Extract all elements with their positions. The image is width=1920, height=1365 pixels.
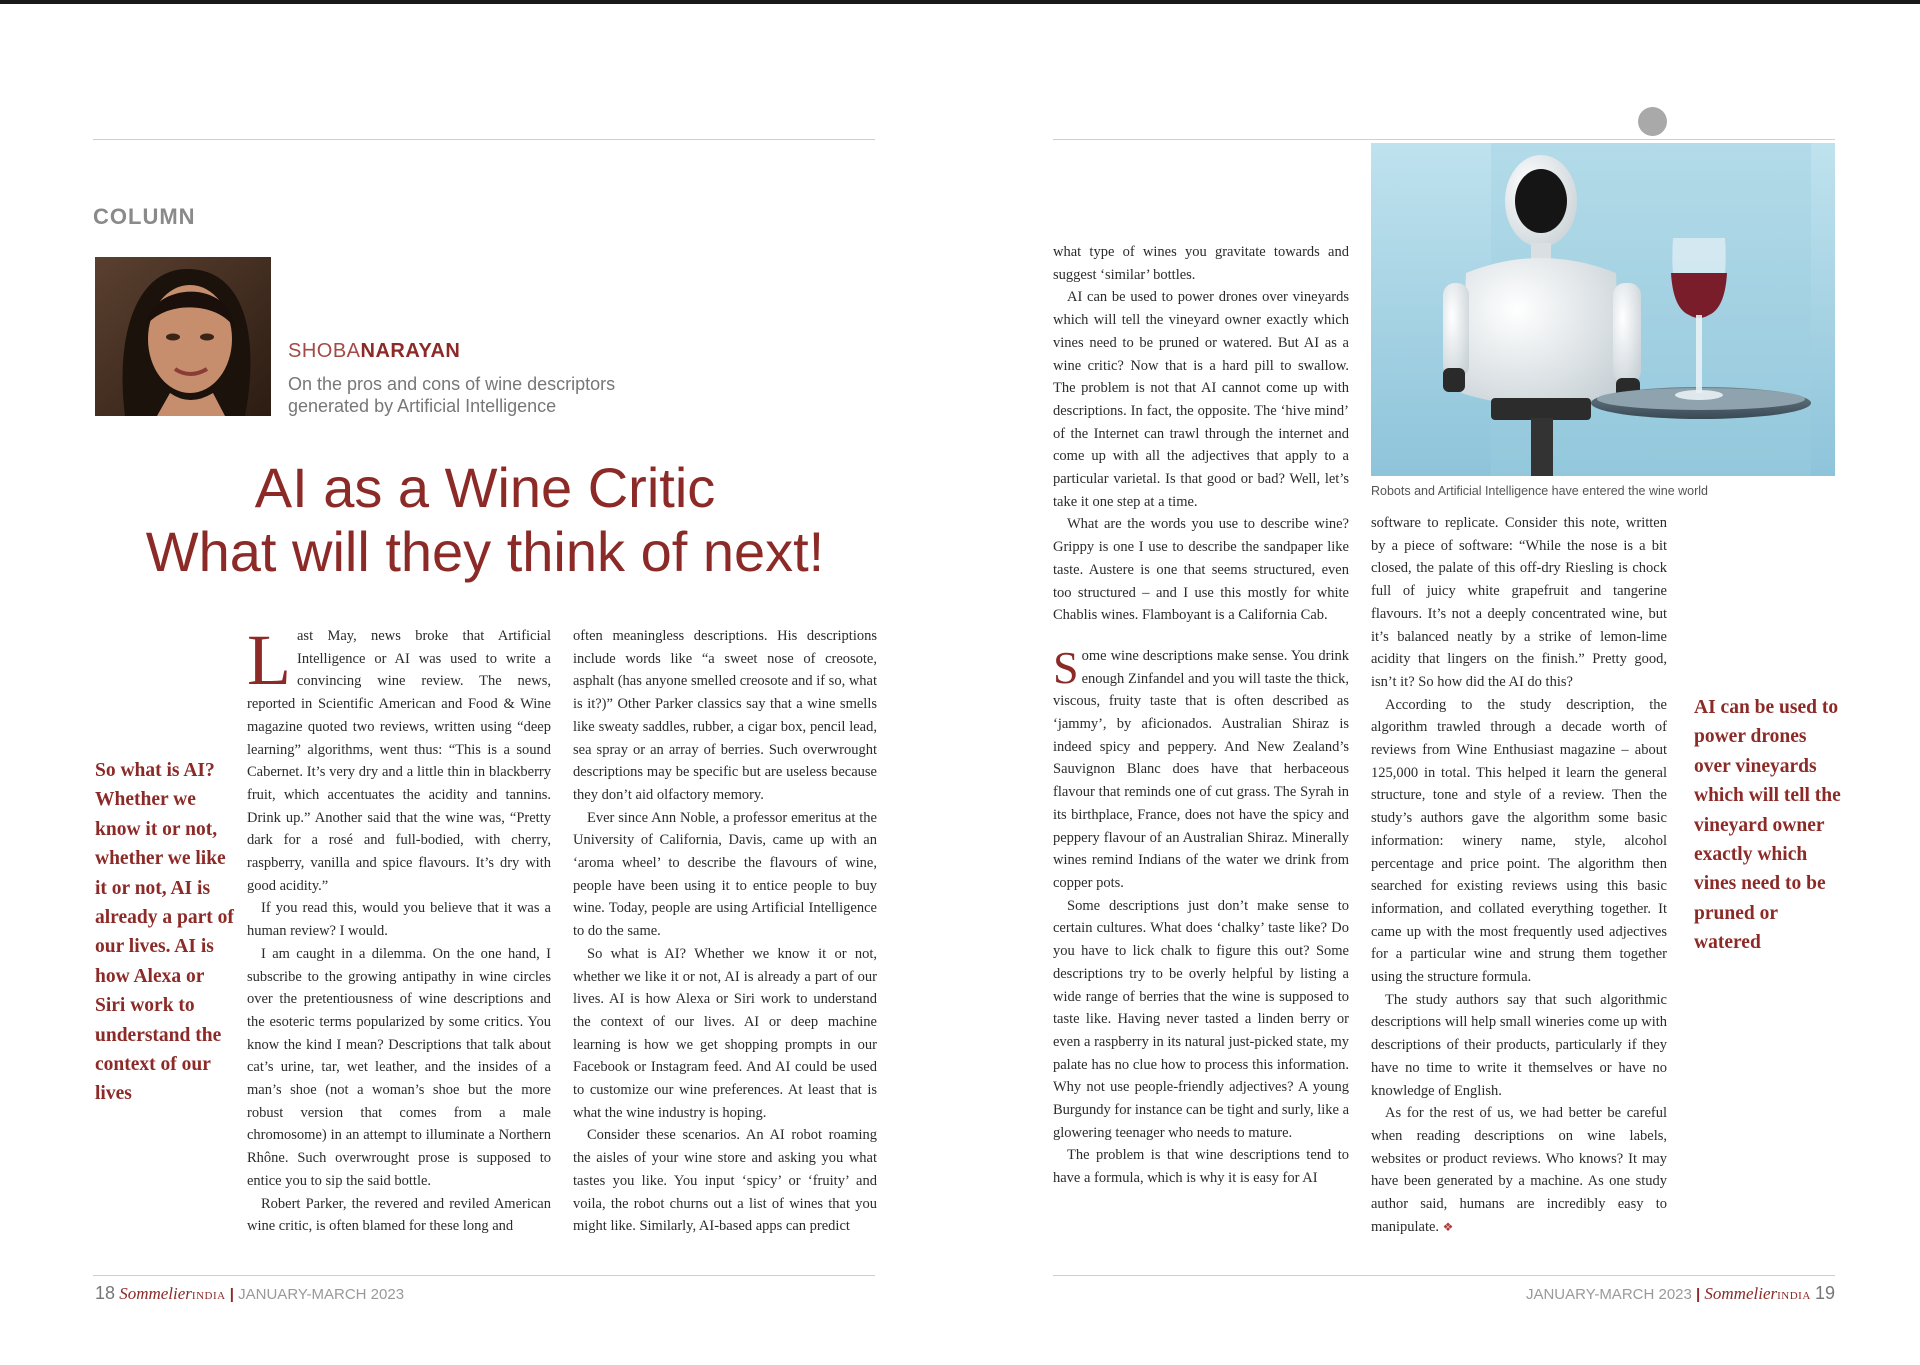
body-paragraph: Consider these scenarios. An AI robot roaming the aisles of your wine store and asking you what tastes you like. You input ‘spicy’ or ‘fruity’ and voila, the robot churns out a list of wines that you might like. Similarly, AI-based apps can predict — [573, 1127, 877, 1235]
body-paragraph: So what is AI? Whether we know it or not, whether we like it or not, AI is already a part of our lives. AI is how Alexa or Siri work to understand the context of our lives. AI or deep machine learning is how we get shopping prompts in our Facebook or Instagram feed. And AI could be used to customize our wine preferences. At least that is what the wine industry is hoping. — [573, 945, 877, 1121]
body-column-4 — [1371, 512, 1667, 1239]
body-paragraph: What are the words you use to describe wine? Grippy is one I use to describe the sandpaper like taste. Austere is one that seems structured, even too structured – and I use this mostly for white Chablis wines. Flamboyant is a California Cab. — [1053, 516, 1349, 624]
author-portrait — [95, 257, 271, 416]
author-last-name: NARAYAN — [360, 340, 461, 362]
body-column-3 — [1053, 241, 1349, 1190]
magazine-edition: INDIA — [191, 1290, 226, 1302]
section-label: COLUMN — [93, 204, 196, 229]
author-name — [288, 340, 460, 363]
magazine-name: Sommelier — [119, 1284, 192, 1303]
body-paragraph: what type of wines you gravitate towards and suggest ‘similar’ bottles. — [1053, 244, 1349, 283]
footer-left — [95, 1283, 404, 1304]
magazine-edition: INDIA — [1777, 1290, 1811, 1302]
body-paragraph: Robert Parker, the revered and reviled American wine critic, is often blamed for these long and — [247, 1195, 551, 1235]
body-paragraph: Some descriptions just don’t make sense to certain cultures. What does ‘chalky’ taste like? Do you have to lick chalk to figure this out? Some descriptions try to be overly helpful by listing a wide range of berries that the wine is supposed to taste like. Having never tasted a linden berry or even a raspberry in its natural just-picked state, my palate has no clue how to process this information. Why not use people-friendly adjectives? A young Burgundy for instance can be tight and surly, like a glowering teenager who needs to mature. — [1053, 897, 1349, 1141]
body-paragraph: Last May, news broke that Artificial Intelligence or AI was used to write a convincing wine review. The news, reported in Scientific American and Food & Wine magazine quoted two reviews, written using “deep learning” algorithms, went thus: “This is a sound Cabernet. It’s very dry and a little thin in blackberry fruit, which accentuates the acidity and tannins. Drink up.” Another said that the wine was, “Pretty dark for a rosé and full-bodied, with cherry, raspberry, vanilla and spice flavours. It’s dry with good acidity.” — [247, 620, 551, 894]
body-paragraph: The study authors say that such algorithmic descriptions will help small wineries come up with descriptions of their products, particularly if they have no time to write it themselves or have no knowledge of English. — [1371, 991, 1667, 1099]
footer-right — [1526, 1283, 1835, 1304]
headline-line-2: What will they think of next! — [145, 520, 825, 583]
page-marker-dot — [1638, 107, 1667, 136]
body-paragraph: According to the study description, the algorithm trawled through a decade worth of reviews from Wine Enthusiast magazine – about 125,000 in total. This helped it learn the general structure, tone and style of a review. Then the study’s authors gave the algorithm some basic information: winery name, style, alcohol percentage and price point. The algorithm then searched for existing reviews using this basic information, and collated everything together. It came up with the most frequently used adjectives for a particular wine and strung them together using the structure formula. — [1371, 696, 1667, 986]
drop-cap: L — [247, 620, 291, 700]
footer-separator: | — [229, 1286, 234, 1303]
body-paragraph: software to replicate. Consider this note, written by a piece of software: “While the nose is a bit closed, the palate of this off-dry Riesling is chock full of juicy white grapefruit and tangerine flavours. It’s not a deeply concentrated wine, but it’s balanced neatly by a strike of lemon-lime acidity that lingers on the finish.” Pretty good, isn’t it? So how did the AI do this? — [1371, 515, 1667, 690]
magazine-name: Sommelier — [1704, 1284, 1778, 1303]
body-paragraph: The problem is that wine descriptions tend to have a formula, which is why it is easy for AI — [1053, 1147, 1349, 1187]
page-number: 19 — [1814, 1283, 1835, 1303]
article-dek: On the pros and cons of wine descriptors generated by Artificial Intelligence — [288, 374, 616, 416]
end-mark-icon: ❖ — [1442, 1219, 1454, 1234]
footer-separator: | — [1696, 1286, 1701, 1303]
issue-date: JANUARY-MARCH 2023 — [1525, 1286, 1692, 1303]
header-rule-right — [1053, 139, 1835, 140]
body-column-2 — [573, 625, 877, 1238]
robot-waiter-photo — [1371, 143, 1835, 476]
headline-line-1: AI as a Wine Critic — [254, 456, 716, 519]
footer-rule-right — [1053, 1275, 1835, 1276]
pull-quote-left: So what is AI? Whether we know it or not, whether we like it or not, AI is already a part of our lives. AI is how Alexa or Siri work to understand the context of our lives — [95, 760, 234, 1105]
body-paragraph: AI can be used to power drones over vineyards which will tell the vineyard owner exactly which vines need to be pruned or watered. But AI as a wine critic? Now that is a hard pill to swallow. The problem is not that AI cannot come up with descriptions. In fact, the opposite. The ‘hive mind’ of the Internet can trawl through the internet and come up with all the adjectives that apply to a particular varietal. Is that good or bad? Well, let’s take it one step at a time. — [1053, 289, 1349, 510]
page-number: 18 — [95, 1283, 116, 1303]
article-headline — [90, 456, 880, 584]
pull-quote-right: AI can be used to power drones over vineyards which will tell the vineyard owner exactly which vines need to be pruned or watered — [1694, 697, 1841, 954]
body-paragraph: often meaningless descriptions. His descriptions include words like “a sweet nose of creosote, asphalt (has anyone smelled creosote and if so, what is it?)” Other Parker classics say that a wine smells like sweaty saddles, rubber, a cigar box, pencil lead, sea spray or an array of berries. Such overwrought descriptions may be specific but are useless because they don’t aid olfactory memory. — [573, 628, 878, 803]
body-paragraph: Ever since Ann Noble, a professor emeritus at the University of California, Davis, came up with an ‘aroma wheel’ to describe the flavours of wine, people have been using it to entice people to buy wine. Today, people are using Artificial Intelligence to do the same. — [573, 809, 877, 940]
body-paragraph: I am caught in a dilemma. On the one hand, I subscribe to the growing antipathy in wine circles over the pretentiousness of wine descriptions and the esoteric terms popularized by some critics. You know the kind I mean? Descriptions that talk about cat’s urine, tar, wet leather, and the insides of a man’s shoe (not a woman’s shoe but the more robust version that comes from a male chromosome) in an attempt to illuminate a Northern Rhône. Such overwrought prose is supposed to entice you to sip the said bottle. — [247, 945, 551, 1189]
body-column-1 — [247, 620, 551, 1238]
author-first-name: SHOBA — [288, 340, 361, 362]
body-paragraph: As for the rest of us, we had better be careful when reading descriptions on wine labels, websites or product reviews. Who knows? It may have been generated by a machine. As one study author said, humans are incredibly easy to manipulate. ❖ — [1371, 1105, 1667, 1235]
issue-date: JANUARY-MARCH 2023 — [238, 1286, 405, 1303]
drop-cap: S — [1053, 641, 1079, 693]
top-edge-bar — [0, 0, 1920, 4]
footer-rule-left — [93, 1275, 875, 1276]
body-paragraph: If you read this, would you believe that it was a human review? I would. — [247, 900, 551, 940]
body-paragraph: Some wine descriptions make sense. You drink enough Zinfandel and you will taste the thick, viscous, fruity taste that is often described as ‘jammy’, by aficionados. Australian Shiraz is indeed spicy and peppery. And New Zealand’s Sauvignon Blanc does have that herbaceous flavour that reminds one of cut grass. The Syrah in its birthplace, France, does not have the spicy and peppery flavour of an Australian Shiraz. Minerally wines remind Indians of the water we drink from copper pots. — [1053, 641, 1349, 891]
header-rule-left — [93, 139, 875, 140]
photo-caption: Robots and Artificial Intelligence have entered the wine world — [1371, 484, 1709, 498]
